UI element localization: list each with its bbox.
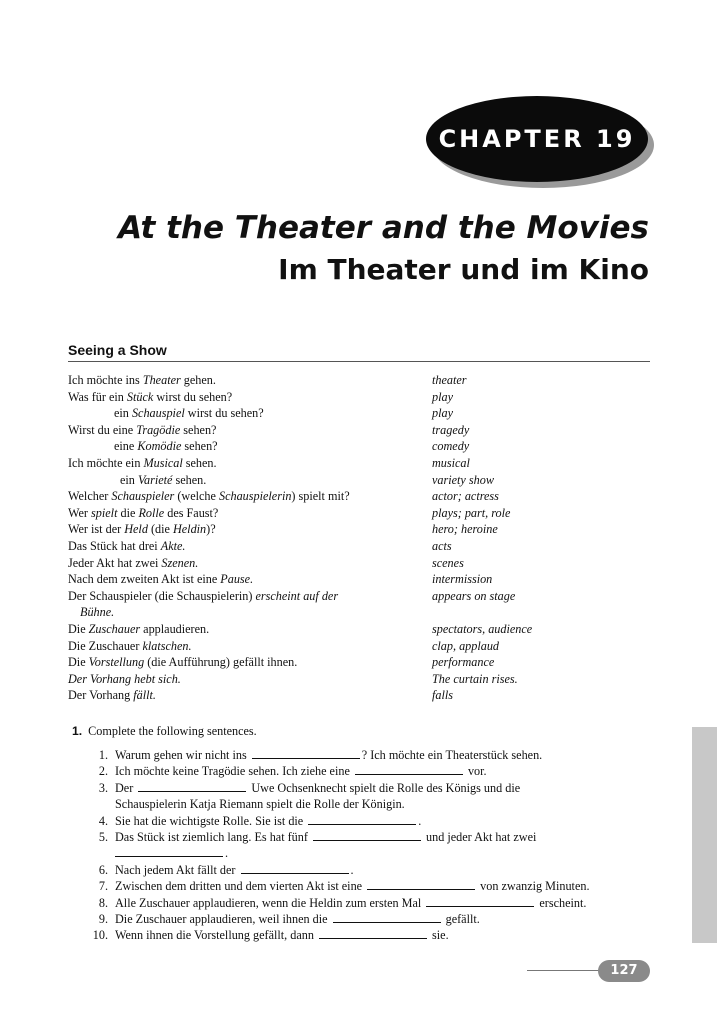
exercise-item-number: 7. [98,879,108,894]
vocab-german-continuation: Bühne. [80,605,115,620]
vocab-german-part: Ich möchte ein [68,455,144,470]
vocab-german-part: )? [206,522,216,537]
vocab-row [68,389,628,406]
vocab-german-part: Nach dem zweiten Akt ist eine [68,572,221,587]
vocab-german-part: sehen? [181,439,218,454]
exercise-item [80,763,660,779]
vocab-german-part: Schauspielerin [218,489,292,504]
vocab-row [68,654,628,671]
answer-blank[interactable] [319,927,427,939]
vocab-german [68,555,432,572]
answer-blank[interactable] [426,895,534,907]
vocab-german [68,405,432,422]
vocab-english: performance [432,655,495,670]
exercise-item-number: 3. [98,780,108,795]
exercise-item-number: 5. [98,830,108,845]
exercise-item [80,927,660,943]
exercise-item-text [115,780,660,813]
exercise-text-segment: Warum gehen wir nicht ins [115,748,250,762]
vocab-row [68,505,628,522]
exercise-item-number: 2. [98,764,108,779]
vocab-row [68,472,628,489]
vocab-row [68,687,628,704]
exercise-item-text [115,927,660,943]
vocab-german-part: Welcher [68,489,112,504]
exercise-text-segment: ? Ich möchte ein Theaterstück sehen. [361,748,543,762]
exercise-item [80,813,660,829]
vocab-english: musical [432,455,470,470]
vocab-german-part: Akte. [160,538,186,553]
vocab-english: The curtain rises. [432,671,518,686]
vocab-german-part: Zuschauer [88,621,141,636]
exercise-text-segment: vor. [464,764,487,779]
exercise-item-number: 10. [92,928,108,943]
vocab-english: spectators, audience [432,621,533,636]
vocab-row [68,422,628,439]
exercise-heading [72,724,257,739]
vocab-german [68,671,432,688]
exercise-text-segment: und jeder Akt hat zwei [422,830,537,845]
vocab-german-part: Schauspieler [111,489,175,504]
vocab-german [68,422,432,439]
exercise-line [115,830,536,844]
vocab-german-part: spielt [91,505,118,520]
answer-blank[interactable] [367,878,475,890]
exercise-instruction: Complete the following sentences. [88,724,257,738]
vocab-german-part: Tragödie [136,422,181,437]
vocab-row [68,571,628,588]
vocab-german-part: Heldin [172,522,207,537]
vocab-english: theater [432,373,467,387]
vocab-german-part: Rolle [138,505,165,520]
vocab-english: falls [432,688,453,703]
exercise-item [80,878,660,894]
vocab-german-part: Theater [142,373,181,387]
vocab-german-part: Wer ist der [68,522,125,537]
vocab-german-part: Der Vorhang hebt sich. [68,671,181,686]
page-number: 127 [598,960,650,982]
vocab-german [68,621,432,638]
exercise-text-segment: Die Zuschauer applaudieren, weil ihnen die [115,912,331,927]
vocab-german-part: ein [114,406,132,421]
exercise-text-segment: . [418,813,422,828]
vocab-german-part: Varieté [137,472,173,487]
exercise-line [115,879,590,893]
answer-blank[interactable] [241,862,349,874]
vocab-german [68,472,432,489]
vocab-english: tragedy [432,422,470,437]
vocab-german-part: Stück [126,389,154,404]
exercise-item-text [115,878,660,894]
vocab-row [68,555,628,572]
answer-blank[interactable] [333,911,441,923]
exercise-text-segment: Zwischen dem dritten und dem vierten Akt ist eine [115,879,366,894]
vocab-german-part: Pause. [220,572,254,587]
vocab-german-part: gehen. [180,373,216,387]
exercise-line [115,896,586,910]
vocab-german-part: Der Schauspieler (die Schauspielerin) [68,588,256,603]
vocab-english: play [432,389,453,404]
exercise-line [115,863,354,877]
exercise-item [80,862,660,878]
exercise-line [115,748,542,762]
vocab-german-part: eine [114,439,138,454]
vocab-row [68,621,628,638]
vocab-german-part: Die [68,621,89,636]
vocab-row [68,405,628,422]
vocab-german-part: Komödie [137,439,182,454]
exercise-line [115,814,421,828]
vocab-row [68,438,628,455]
exercise-line [115,928,449,942]
vocab-german [68,588,432,621]
exercise-item-number: 8. [98,895,108,910]
vocab-english: intermission [432,572,493,587]
vocab-german-part: Wer [68,505,92,520]
chapter-badge [426,96,648,182]
vocab-row [68,372,628,389]
vocab-german [68,372,432,389]
page-edge-tab [692,727,717,943]
exercise-continuation: Schauspielerin Katja Riemann spielt die Rolle der Königin. [115,797,405,812]
vocab-german [68,455,432,472]
exercise-text-segment: erscheint. [536,895,587,910]
vocab-german-part: Die [68,655,89,670]
vocab-german-part: (die [147,522,173,537]
vocab-german-part: (welche [174,489,219,504]
vocab-german-part: sehen. [182,455,217,470]
vocab-german [68,687,432,704]
vocab-german-part: Der Vorhang [68,688,134,703]
page-number-rule [527,970,602,971]
chapter-title-english: At the Theater and the Movies [118,210,649,246]
vocab-german-part: fällt. [133,688,156,703]
exercise-text-segment: sie. [429,928,449,943]
vocab-german-part: Wirst du eine [68,422,137,437]
section-heading: Seeing a Show [68,342,167,358]
exercise-text-segment: Das Stück ist ziemlich lang. Es hat fünf [115,830,311,845]
exercise-text-segment: Ich möchte keine Tragödie sehen. Ich ziehe eine [115,764,353,779]
vocab-german-part: erscheint auf der [255,588,339,603]
chapter-title-german: Im Theater und im Kino [278,253,649,286]
vocab-english: actor; actress [432,489,499,504]
answer-blank[interactable] [313,829,421,841]
exercise-item [80,895,660,911]
vocab-row [68,521,628,538]
chapter-badge-oval [426,96,648,182]
vocab-german-part: sehen. [172,472,207,487]
vocab-german [68,638,432,655]
exercise-text-segment: Uwe Ochsenknecht spielt die Rolle des Königs und die [248,780,521,795]
exercise-text-segment: von zwanzig Minuten. [477,879,590,894]
vocab-german [68,505,432,522]
answer-blank[interactable] [355,763,463,775]
vocab-german-part: sehen? [180,422,217,437]
exercise-item-text [115,763,660,779]
vocab-english: appears on stage [432,588,516,603]
exercise-text-segment: Alle Zuschauer applaudieren, wenn die Heldin zum ersten Mal [115,895,425,910]
exercise-text-segment: Der [115,780,137,795]
vocab-german-part: Held [124,522,148,537]
exercise-item-number: 9. [98,912,108,927]
vocab-german-part: klatschen. [142,638,192,653]
exercise-continuation [115,845,660,861]
exercise-item [80,829,660,862]
vocab-german-part: applaudieren. [140,621,210,636]
vocab-german [68,521,432,538]
exercise-text-segment: . [350,862,354,877]
exercise-item-text [115,911,660,927]
answer-blank[interactable] [308,813,416,825]
vocab-row [68,488,628,505]
vocab-german-part: Schauspiel [131,406,185,421]
vocab-english: hero; heroine [432,522,498,537]
vocab-row [68,638,628,655]
vocab-german-part: die [117,505,139,520]
vocab-german-part: Ich möchte ins [68,373,143,387]
answer-blank[interactable] [138,780,246,792]
vocab-german-part: wirst du sehen? [153,389,233,404]
exercise-item [80,747,660,763]
vocab-german [68,389,432,406]
exercise-item-text [115,862,660,878]
vocab-english: plays; part, role [432,505,511,520]
vocab-english: comedy [432,439,470,454]
chapter-label: CHAPTER 19 [438,125,636,153]
vocabulary-list [68,372,628,704]
vocab-german [68,538,432,555]
vocab-german-part: wirst du sehen? [184,406,264,421]
vocab-row [68,588,628,621]
exercise-text-segment: . [225,846,229,861]
vocab-german-part: Die Zuschauer [68,638,143,653]
exercise-item-text [115,747,660,763]
vocab-german-part: Das Stück hat drei [68,538,161,553]
vocab-german-part: Szenen. [161,555,199,570]
exercise-line [115,781,520,795]
exercise-item [80,780,660,813]
exercise-list [80,747,660,944]
vocab-row [68,455,628,472]
exercise-item-number: 4. [98,813,108,828]
exercise-line [115,764,487,778]
vocab-english: variety show [432,472,494,487]
exercise-number: 1. [72,724,83,738]
exercise-line [115,912,480,926]
exercise-text-segment: gefällt. [442,912,480,927]
exercise-text-segment: Nach jedem Akt fällt der [115,862,239,877]
vocab-german-part: Was für ein [68,389,127,404]
vocab-german-part: Musical [143,455,183,470]
vocab-german [68,488,432,505]
exercise-text-segment: Sie hat die wichtigste Rolle. Sie ist die [115,813,307,828]
exercise-item-number: 1. [98,748,108,762]
exercise-text-segment: Wenn ihnen die Vorstellung gefällt, dann [115,928,317,943]
vocab-german [68,654,432,671]
vocab-english: acts [432,538,452,553]
vocab-english: scenes [432,555,464,570]
vocab-german-part: Vorstellung [88,655,145,670]
vocab-row [68,671,628,688]
exercise-item-text [115,829,660,862]
exercise-item-number: 6. [98,862,108,877]
section-divider [68,361,650,362]
vocab-german-part: ) spielt mit? [291,489,350,504]
vocab-german-part: Jeder Akt hat zwei [68,555,162,570]
vocab-english: clap, applaud [432,638,500,653]
vocab-german-part: (die Aufführung) gefällt ihnen. [144,655,298,670]
exercise-item-text [115,895,660,911]
vocab-row [68,538,628,555]
answer-blank[interactable] [115,845,223,857]
vocab-english: play [432,406,453,421]
answer-blank[interactable] [252,747,360,759]
vocab-german [68,571,432,588]
vocab-german-part: ein [120,472,138,487]
vocab-german [68,438,432,455]
exercise-item [80,911,660,927]
exercise-item-text [115,813,660,829]
vocab-german-part: des Faust? [164,505,219,520]
